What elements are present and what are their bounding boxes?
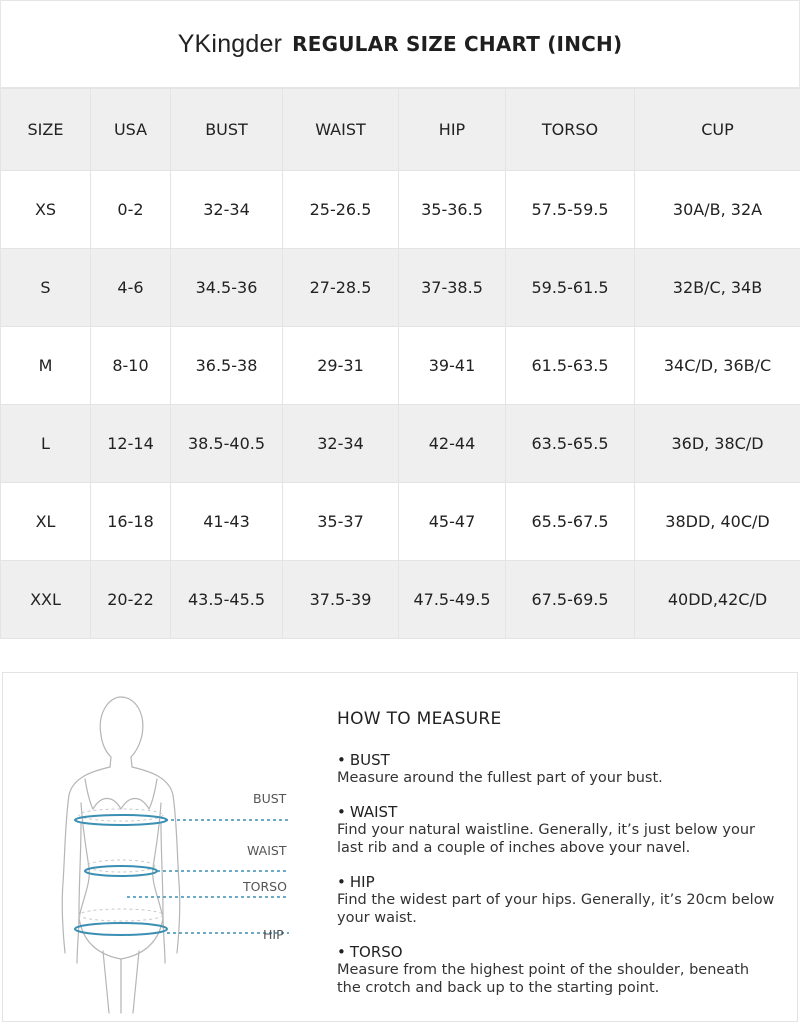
measure-item-torso bbox=[337, 943, 777, 997]
measure-item-hip bbox=[337, 873, 777, 927]
table-row bbox=[1, 171, 800, 249]
figure-label-waist: WAIST bbox=[247, 843, 287, 858]
column-header-waist: WAIST bbox=[283, 89, 399, 171]
measure-item-description: the crotch and back up to the starting point. bbox=[337, 980, 660, 996]
table-cell: 25-26.5 bbox=[283, 171, 399, 249]
measure-item-description: last rib and a couple of inches above your navel. bbox=[337, 840, 691, 856]
chart-header bbox=[0, 0, 800, 88]
table-cell: S bbox=[1, 249, 91, 327]
table-row bbox=[1, 561, 800, 639]
table-cell: 36D, 38C/D bbox=[635, 405, 800, 483]
column-header-bust: BUST bbox=[171, 89, 283, 171]
table-cell: 41-43 bbox=[171, 483, 283, 561]
table-cell: 0-2 bbox=[91, 171, 171, 249]
table-row bbox=[1, 483, 800, 561]
table-cell: 42-44 bbox=[399, 405, 506, 483]
column-header-size: SIZE bbox=[1, 89, 91, 171]
table-cell: 61.5-63.5 bbox=[506, 327, 635, 405]
measure-item-label: TORSO bbox=[349, 943, 403, 961]
bullet: • bbox=[337, 943, 346, 961]
table-cell: 34C/D, 36B/C bbox=[635, 327, 800, 405]
column-header-usa: USA bbox=[91, 89, 171, 171]
column-header-torso: TORSO bbox=[506, 89, 635, 171]
figure-label-torso: TORSO bbox=[243, 879, 287, 894]
measure-item-description: Measure from the highest point of the shoulder, beneath bbox=[337, 962, 750, 978]
column-header-hip: HIP bbox=[399, 89, 506, 171]
table-cell: 35-36.5 bbox=[399, 171, 506, 249]
figure-label-hip: HIP bbox=[263, 927, 284, 942]
table-cell: 16-18 bbox=[91, 483, 171, 561]
table-cell: 37-38.5 bbox=[399, 249, 506, 327]
table-cell: 47.5-49.5 bbox=[399, 561, 506, 639]
table-cell: 29-31 bbox=[283, 327, 399, 405]
table-cell: 43.5-45.5 bbox=[171, 561, 283, 639]
table-cell: 12-14 bbox=[91, 405, 171, 483]
table-cell: XL bbox=[1, 483, 91, 561]
measure-item-label: BUST bbox=[349, 751, 390, 769]
table-cell: 40DD,42C/D bbox=[635, 561, 800, 639]
table-cell: 39-41 bbox=[399, 327, 506, 405]
table-cell: 38DD, 40C/D bbox=[635, 483, 800, 561]
table-row bbox=[1, 405, 800, 483]
measure-item-label: WAIST bbox=[349, 803, 398, 821]
table-cell: 32-34 bbox=[171, 171, 283, 249]
table-cell: 45-47 bbox=[399, 483, 506, 561]
table-cell: 34.5-36 bbox=[171, 249, 283, 327]
table-cell: M bbox=[1, 327, 91, 405]
table-cell: 65.5-67.5 bbox=[506, 483, 635, 561]
brand-name: YKingder bbox=[177, 29, 283, 58]
measure-item-description: Measure around the fullest part of your bust. bbox=[337, 770, 663, 786]
table-header-row bbox=[1, 89, 800, 171]
figure-label-bust: BUST bbox=[253, 791, 287, 806]
table-cell: 38.5-40.5 bbox=[171, 405, 283, 483]
bullet: • bbox=[337, 751, 346, 769]
measure-item-label: HIP bbox=[349, 873, 375, 891]
measure-item-description: Find your natural waistline. Generally, it’s just below your bbox=[337, 822, 755, 838]
table-cell: XS bbox=[1, 171, 91, 249]
table-cell: 57.5-59.5 bbox=[506, 171, 635, 249]
how-to-measure-panel bbox=[2, 672, 798, 1022]
table-row bbox=[1, 249, 800, 327]
table-cell: 30A/B, 32A bbox=[635, 171, 800, 249]
chart-title: REGULAR SIZE CHART (INCH) bbox=[292, 32, 623, 56]
table-cell: 8-10 bbox=[91, 327, 171, 405]
table-cell: 35-37 bbox=[283, 483, 399, 561]
table-cell: 4-6 bbox=[91, 249, 171, 327]
table-cell: 27-28.5 bbox=[283, 249, 399, 327]
table-cell: L bbox=[1, 405, 91, 483]
table-cell: 32-34 bbox=[283, 405, 399, 483]
table-cell: 63.5-65.5 bbox=[506, 405, 635, 483]
size-chart-table bbox=[0, 88, 800, 639]
table-cell: 36.5-38 bbox=[171, 327, 283, 405]
measure-item-bust bbox=[337, 751, 777, 787]
table-cell: 59.5-61.5 bbox=[506, 249, 635, 327]
table-cell: 32B/C, 34B bbox=[635, 249, 800, 327]
measure-item-description: your waist. bbox=[337, 910, 417, 926]
column-header-cup: CUP bbox=[635, 89, 800, 171]
bullet: • bbox=[337, 873, 346, 891]
table-cell: 20-22 bbox=[91, 561, 171, 639]
how-to-measure-title: HOW TO MEASURE bbox=[337, 709, 502, 729]
measure-item-waist bbox=[337, 803, 777, 857]
table-cell: 67.5-69.5 bbox=[506, 561, 635, 639]
measure-item-description: Find the widest part of your hips. Generally, it’s 20cm below bbox=[337, 892, 775, 908]
table-row bbox=[1, 327, 800, 405]
bullet: • bbox=[337, 803, 346, 821]
table-cell: XXL bbox=[1, 561, 91, 639]
table-cell: 37.5-39 bbox=[283, 561, 399, 639]
